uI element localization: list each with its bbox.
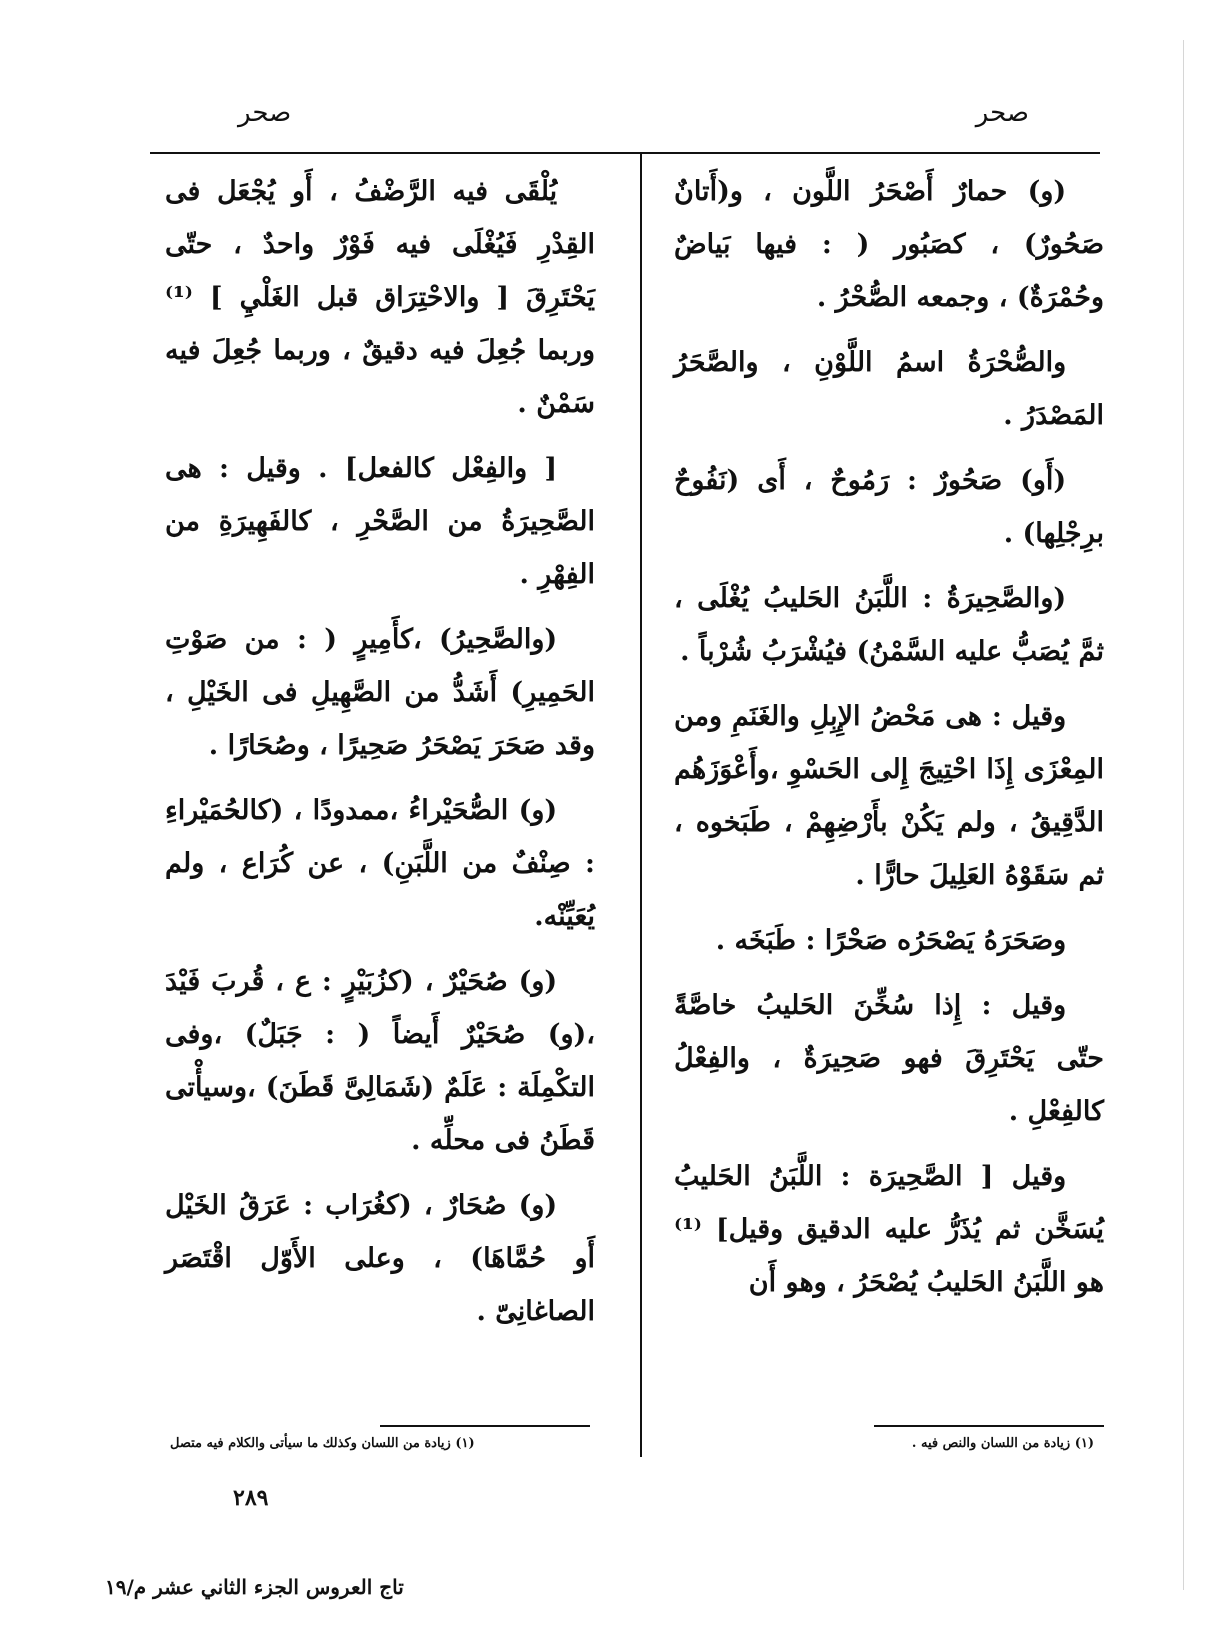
paragraph: وقيل : هى مَحْضُ الإِبِلِ والغَنَمِ ومن المِعْزَى إِذَا احْتِيجَ إِلى الحَسْوِ ،وأَعْوَزَهُم الدَّقِيقُ ، ولم يَكُنْ بأَرْضِهِمْ ، طَبَخوه ، ثم سَقَوْهُ العَلِيلَ حارًّا . [674,701,1104,891]
running-head-right: صحر [975,98,1029,128]
left-column [165,165,595,1350]
paragraph: [ والفِعْل كالفعل] . وقيل : هى الصَّحِيرَةُ من الصَّحْرِ ، كالفَهِيرَةِ من الفِهْرِ . [165,453,595,590]
footnote-right: (١) زيادة من اللسان والنص فيه . [911,1436,1094,1451]
footnote-rule-right [874,1425,1104,1427]
footnote-rule-left [380,1425,590,1427]
paragraph: (والصَّحِيرُ) ،كأَمِيرٍ ( : من صَوْتِ الحَمِيرِ) أَشَدُّ من الصَّهِيلِ فى الخَيْلِ ، وقد صَحَرَ يَصْحَرُ صَحِيرًا ، وصُحَارًا . [165,624,595,761]
paragraph: (و) الصُّحَيْراءُ ،ممدودًا ، (كالحُمَيْراءِ : صِنْفٌ من اللَّبَنِ) ، عن كُرَاع ، ولم يُعَيِّنْه. [165,795,595,932]
footnote-left: (١) زيادة من اللسان وكذلك ما سيأتى والكلام فيه متصل [170,1436,475,1451]
paragraph: والصُّحْرَةُ اسمُ اللَّوْنِ ، والصَّحَرُ المَصْدَرُ . [674,347,1104,431]
paragraph: (و) حمارٌ أَصْحَرُ اللَّون ، و(أَتانٌ صَحُورٌ) ، كصَبُور ( : فيها بَياضٌ وحُمْرَةٌ) ، وجمعه الصُّحْرُ . [674,176,1104,313]
running-head-left: صحر [238,98,292,128]
paragraph: (أَو) صَحُورٌ : رَمُوحٌ ، أَى (نَفُوحٌ برِجْلِها) . [674,465,1104,549]
book-title-footer: تاج العروس الجزء الثاني عشر م/١٩ [105,1575,404,1599]
paragraph: وصَحَرَهُ يَصْحَرُه صَحْرًا : طَبَخَه . [715,925,1067,956]
paragraph: وقيل [ الصَّحِيرَة : اللَّبَنُ الحَليبُ يُسَخَّن ثم يُذَرُّ عليه الدقيق وقيل] ⁽¹⁾ هو اللَّبَنُ الحَليبُ يُصْحَرُ ، وهو أَن [674,1161,1104,1298]
paragraph: (و) صُحَيْرٌ ، (كزُبَيْرٍ : ع ، قُربَ فَيْدَ ،(و) صُحَيْرٌ أَيضاً ( : جَبَلٌ) ،وفى التكْمِلَة : عَلَمٌ (شَمَالِىَّ قَطَنَ) ،وسيأْتى قَطَنُ فى محلِّه . [165,966,595,1156]
header-rule [150,152,1100,154]
paragraph: (والصَّحِيرَةُ : اللَّبَنُ الحَليبُ يُغْلَى ، ثمَّ يُصَبُّ عليه السَّمْنُ) فيُشْرَبُ شُرْباً . [674,583,1104,667]
scan-edge-line [1183,40,1184,1590]
column-divider [640,152,642,1457]
right-column [674,165,1104,1321]
paragraph: يُلْقَى فيه الرَّضْفُ ، أَو يُجْعَل فى القِدْرِ فَيُغْلَى فيه فَوْرٌ واحدٌ ، حتّى يَحْتَرِقَ [ والاحْتِرَاق قبل الغَلْيِ ] ⁽¹⁾ وربما جُعِلَ فيه دقيقٌ ، وربما جُعِلَ فيه سَمْنٌ . [165,176,595,419]
page-number: ٢٨٩ [233,1485,269,1511]
paragraph: وقيل : إِذا سُخِّنَ الحَليبُ خاصَّةً حتّى يَحْتَرِقَ فهو صَحِيرَةٌ ، والفِعْلُ كالفِعْلِ . [674,990,1104,1127]
paragraph: (و) صُحَارٌ ، (كغُرَاب : عَرَقُ الخَيْل أَو حُمَّاهَا) ، وعلى الأَوّل اقْتَصَر الصاغانِىّ . [165,1190,595,1327]
